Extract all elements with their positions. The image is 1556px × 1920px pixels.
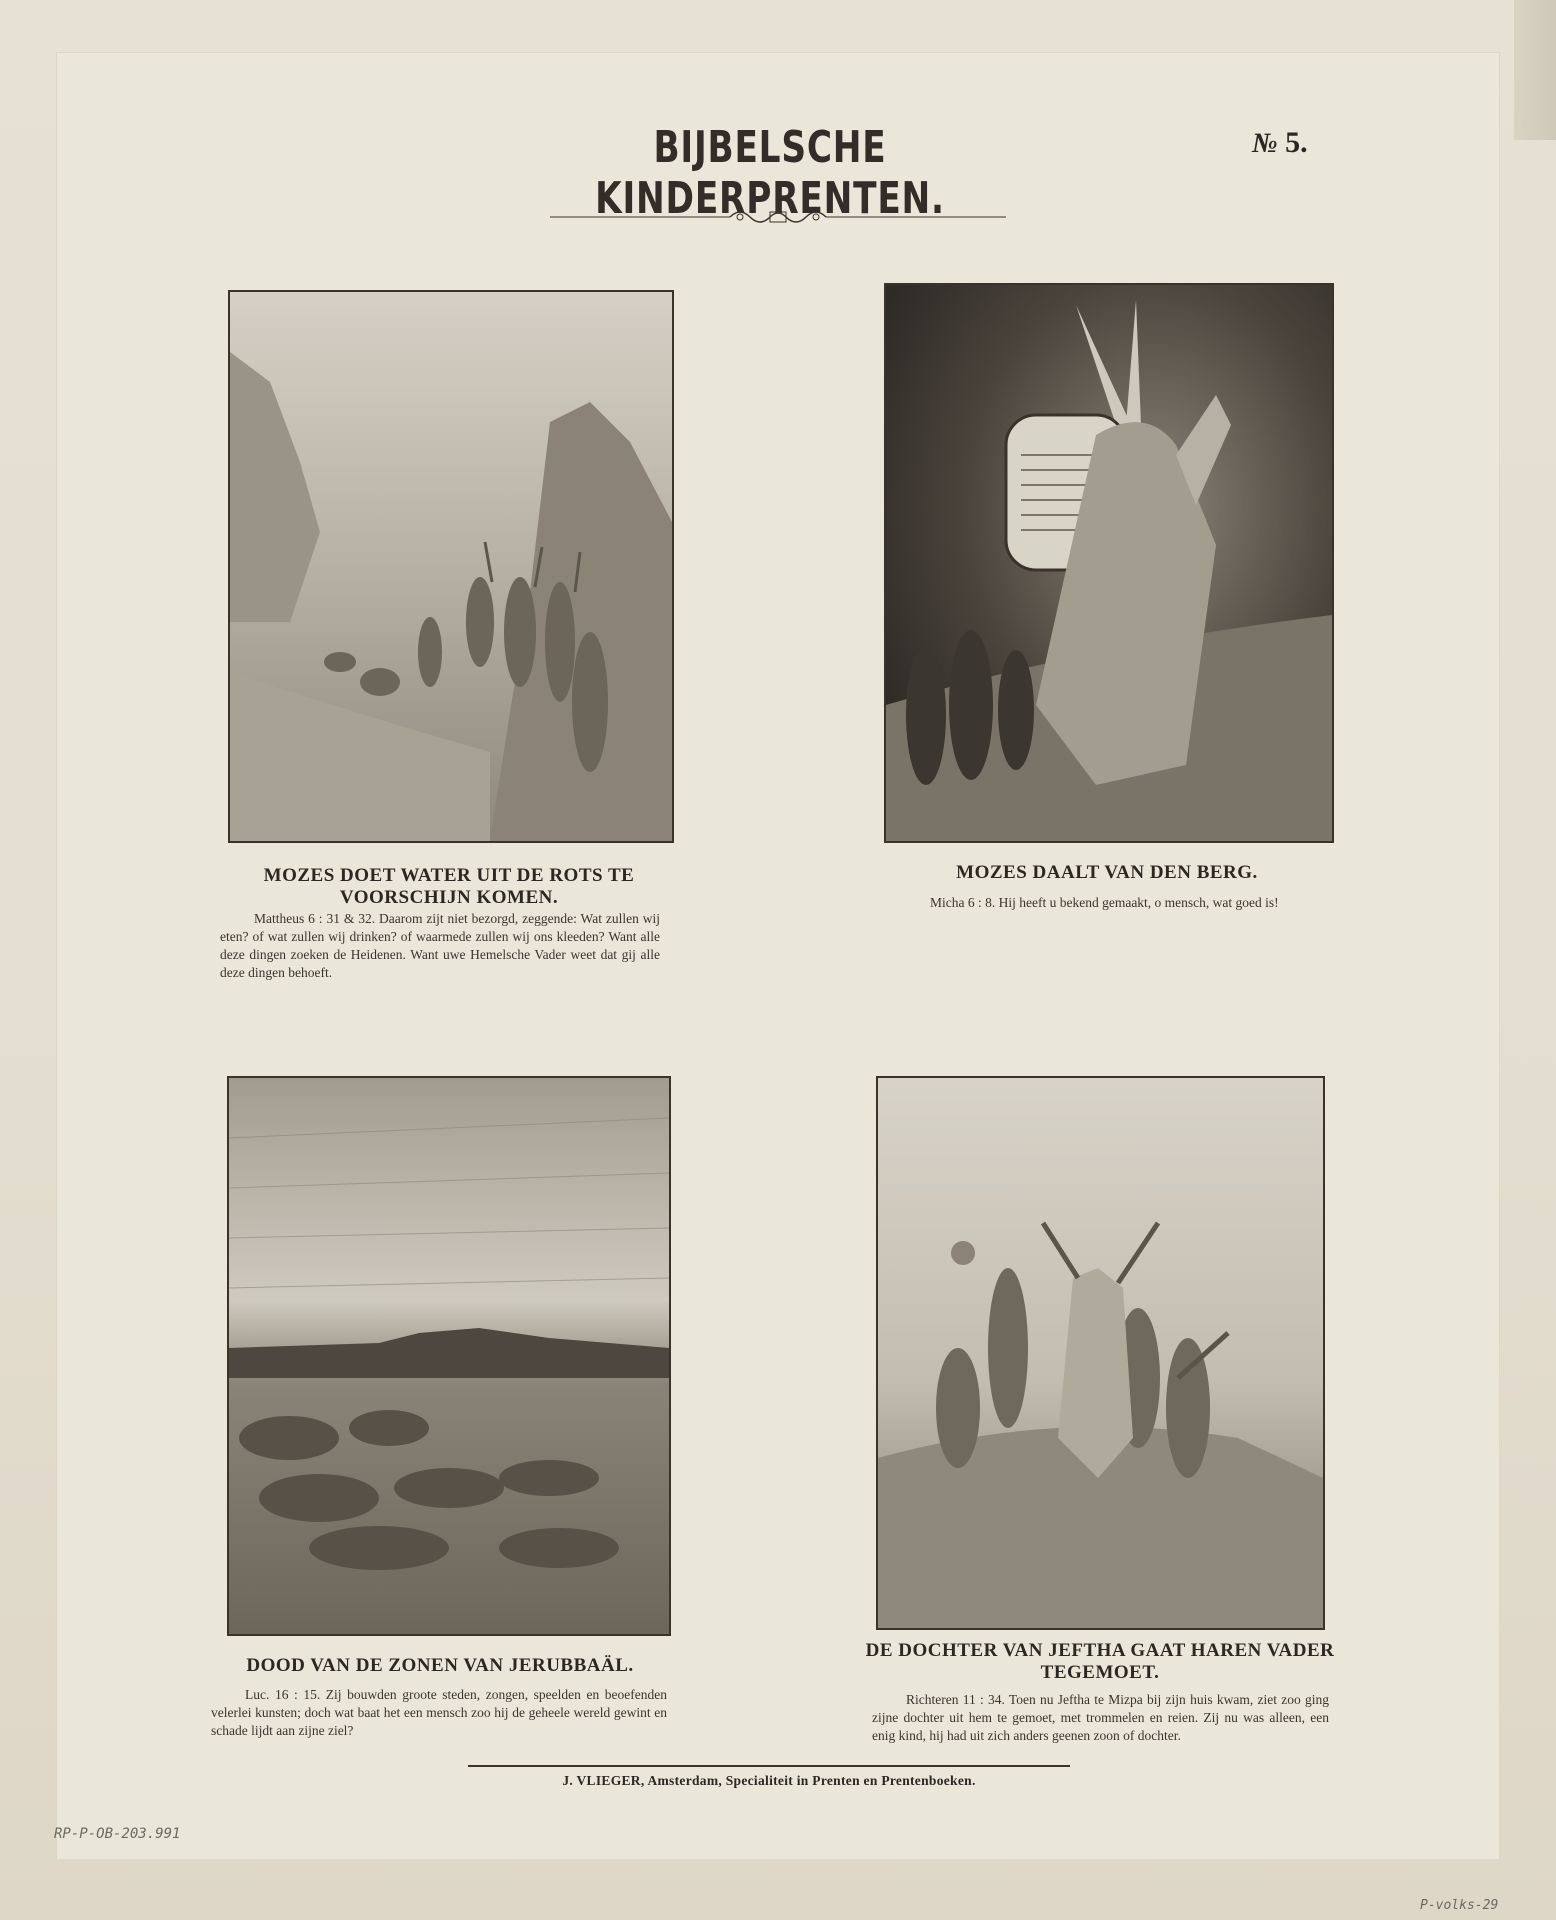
publisher-imprint: J. VLIEGER, Amsterdam, Specialiteit in Prenten en Prentenboeken. — [562, 1773, 976, 1788]
plate-3-title: DOOD VAN DE ZONEN VAN JERUBBAÄL. — [246, 1655, 634, 1676]
plate-2-text: Micha 6 : 8. Hij heeft u bekend gemaakt, o mensch, wat goed is! — [930, 895, 1279, 910]
page-title: BIJBELSCHE KINDERPRENTEN. — [595, 122, 945, 224]
paper-edge — [1514, 0, 1556, 140]
engraving-moses-descends — [884, 283, 1334, 843]
inventory-number: RP-P-OB-203.991 — [54, 1826, 181, 1842]
issue-number — [1252, 126, 1308, 160]
plate-3-text: Luc. 16 : 15. Zij bouwden groote steden, zongen, speelden en beoefenden velerlei kunsten; doch wat baat het een mensch zoo hij de geheele wereld gewint en schade lijdt aan zijne ziel? — [211, 1687, 667, 1738]
plate-2-title: MOZES DAALT VAN DEN BERG. — [956, 862, 1258, 883]
plate-1-text: Mattheus 6 : 31 & 32. Daarom zijt niet bezorgd, zeggende: Wat zullen wij eten? of wat zullen wij drinken? of waarmede zullen wij ons kleeden? Want alle deze dingen zoeken de Heidenen. Want uwe Hemelsche Vader weet dat gij alle deze dingen behoeft. — [220, 911, 660, 980]
engraving-death-sons-jerubbaal — [227, 1076, 671, 1636]
collection-mark: P-volks-29 — [1420, 1898, 1499, 1913]
plate-1-title: MOZES DOET WATER UIT DE ROTS TE VOORSCHIJN KOMEN. — [263, 865, 635, 908]
plate-4-title: DE DOCHTER VAN JEFTHA GAAT HAREN VADER TEGEMOET. — [865, 1640, 1335, 1683]
footer-rule — [468, 1765, 1070, 1767]
number-symbol: № — [1252, 128, 1278, 159]
number-value: 5. — [1285, 126, 1308, 159]
engraving-moses-water — [228, 290, 674, 843]
ornament-divider — [550, 203, 1006, 231]
plate-4-text: Richteren 11 : 34. Toen nu Jeftha te Mizpa bij zijn huis kwam, ziet zoo ging zijne dochter uit hem te gemoet, met trommelen en reien. Zij nu was alleen, een enig kind, hij had uit zich anders geenen zoon of dochter. — [872, 1692, 1329, 1743]
engraving-jephthah-daughter — [876, 1076, 1325, 1630]
